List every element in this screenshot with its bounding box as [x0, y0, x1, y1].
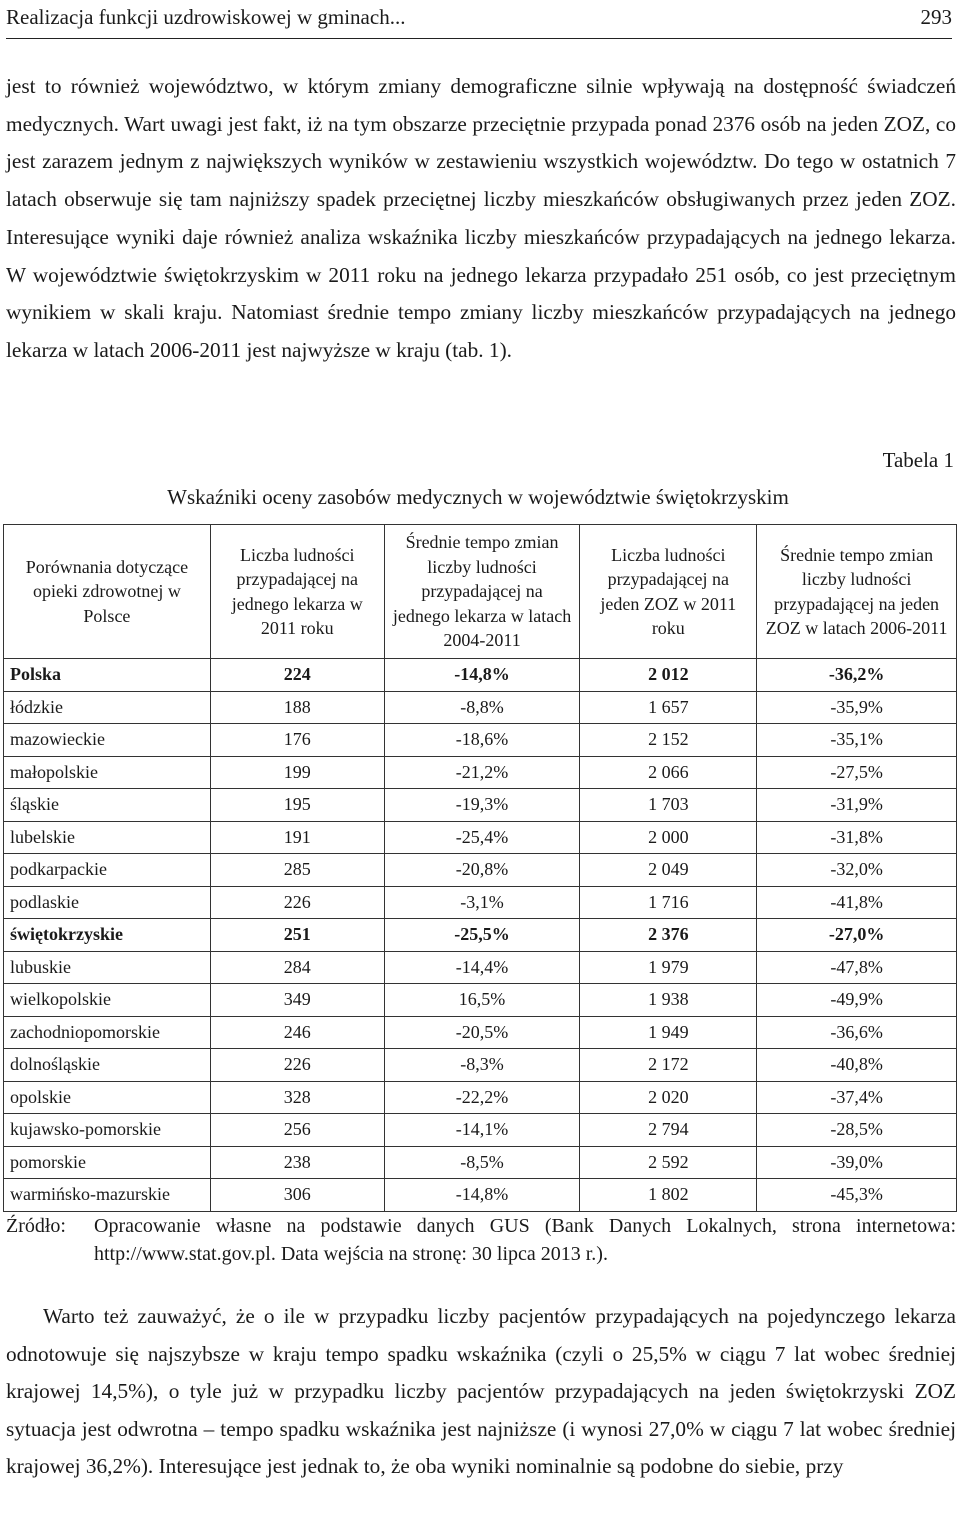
cell-zoz-change: -47,8% [757, 951, 957, 984]
cell-pop-per-zoz: 2 066 [580, 756, 757, 789]
table-row [4, 919, 957, 952]
cell-voivodeship: warmińsko-mazurskie [4, 1179, 211, 1212]
cell-voivodeship: pomorskie [4, 1146, 211, 1179]
cell-voivodeship: dolnośląskie [4, 1049, 211, 1082]
cell-zoz-change: -39,0% [757, 1146, 957, 1179]
header-zoz-change: Średnie tempo zmian liczby ludności przypadającej na jeden ZOZ w latach 2006-2011 [757, 525, 957, 659]
cell-doctor-change: -3,1% [384, 886, 580, 919]
cell-pop-per-doctor: 246 [210, 1016, 384, 1049]
table-row [4, 1146, 957, 1179]
cell-pop-per-doctor: 226 [210, 1049, 384, 1082]
cell-pop-per-zoz: 2 000 [580, 821, 757, 854]
table-row [4, 1179, 957, 1212]
cell-pop-per-doctor: 251 [210, 919, 384, 952]
table-row [4, 789, 957, 822]
cell-pop-per-doctor: 226 [210, 886, 384, 919]
table-row [4, 1016, 957, 1049]
paragraph-conclusion: Warto też zauważyć, że o ile w przypadku liczby pacjentów przypadających na pojedynczego lekarza odnotowuje się najszybsze w kraju tempo spadku wskaźnika (czyli o 25,5% w ciągu 7 lat wobec średniej krajowej 14,5%), o tyle już w przypadku liczby pacjentów przypadających na jeden świętokrzyski ZOZ sytuacja jest odwrotna – tempo spadku wskaźnika jest najniższe (i wynosi 27,0% w ciągu 7 lat wobec średniej krajowej 36,2%). Interesujące jest jednak to, że oba wyniki nominalnie są podobne do siebie, przy [6, 1304, 956, 1479]
cell-voivodeship: podlaskie [4, 886, 211, 919]
cell-voivodeship: zachodniopomorskie [4, 1016, 211, 1049]
cell-doctor-change: -14,8% [384, 1179, 580, 1212]
page-header [6, 0, 952, 40]
cell-voivodeship: Polska [4, 659, 211, 692]
cell-pop-per-zoz: 1 949 [580, 1016, 757, 1049]
cell-pop-per-doctor: 224 [210, 659, 384, 692]
cell-pop-per-zoz: 2 012 [580, 659, 757, 692]
cell-pop-per-zoz: 1 938 [580, 984, 757, 1017]
medical-resources-table [3, 524, 957, 1212]
table-body [4, 659, 957, 1212]
table-row [4, 659, 957, 692]
table-row [4, 984, 957, 1017]
cell-zoz-change: -37,4% [757, 1081, 957, 1114]
cell-zoz-change: -36,2% [757, 659, 957, 692]
cell-pop-per-doctor: 191 [210, 821, 384, 854]
cell-zoz-change: -35,9% [757, 691, 957, 724]
cell-zoz-change: -27,0% [757, 919, 957, 952]
cell-doctor-change: -19,3% [384, 789, 580, 822]
table-header-row [4, 525, 957, 659]
paragraph-intro: jest to również województwo, w którym zmiany demograficzne silnie wpływają na dostępność świadczeń medycznych. Wart uwagi jest fakt, iż na tym obszarze przeciętnie przypada ponad 2376 osób na jeden ZOZ, co jest zarazem jednym z największych wyników w zestawieniu wszystkich województw. Do tego w ostatnich 7 latach obserwuje się tam najniższy spadek przeciętnej liczby mieszkańców obsługiwanych przez jeden ZOZ. Interesujące wyniki daje również analiza wskaźnika liczby mieszkańców przypadających na jednego lekarza. W województwie świętokrzyskim w 2011 roku na jednego lekarza przypadało 251 osób, co jest przeciętnym wynikiem w skali kraju. Natomiast średnie tempo zmiany liczby mieszkańców przypadających na jednego lekarza w latach 2006-2011 jest najwyższe w kraju (tab. 1). [6, 74, 956, 362]
table-row [4, 756, 957, 789]
table-source [6, 1212, 956, 1268]
header-doctor-change: Średnie tempo zmian liczby ludności przypadającej na jednego lekarza w latach 2004-2011 [384, 525, 580, 659]
cell-voivodeship: lubuskie [4, 951, 211, 984]
cell-zoz-change: -45,3% [757, 1179, 957, 1212]
cell-pop-per-zoz: 2 152 [580, 724, 757, 757]
cell-pop-per-zoz: 1 716 [580, 886, 757, 919]
cell-zoz-change: -28,5% [757, 1114, 957, 1147]
cell-doctor-change: -14,8% [384, 659, 580, 692]
cell-voivodeship: śląskie [4, 789, 211, 822]
header-comparison: Porównania dotyczące opieki zdrowotnej w Polsce [4, 525, 211, 659]
cell-voivodeship: łódzkie [4, 691, 211, 724]
cell-pop-per-doctor: 328 [210, 1081, 384, 1114]
cell-zoz-change: -31,8% [757, 821, 957, 854]
cell-pop-per-doctor: 306 [210, 1179, 384, 1212]
cell-doctor-change: -25,5% [384, 919, 580, 952]
table-row [4, 691, 957, 724]
table-row [4, 886, 957, 919]
table-title-text: Wskaźniki oceny zasobów medycznych w województwie świętokrzyskim [167, 485, 789, 509]
cell-doctor-change: -21,2% [384, 756, 580, 789]
cell-pop-per-zoz: 2 376 [580, 919, 757, 952]
cell-zoz-change: -36,6% [757, 1016, 957, 1049]
cell-doctor-change: -8,5% [384, 1146, 580, 1179]
running-title: Realizacja funkcji uzdrowiskowej w gminach... [6, 5, 406, 29]
cell-pop-per-zoz: 2 049 [580, 854, 757, 887]
cell-pop-per-zoz: 1 979 [580, 951, 757, 984]
cell-pop-per-zoz: 1 802 [580, 1179, 757, 1212]
cell-zoz-change: -49,9% [757, 984, 957, 1017]
cell-voivodeship: kujawsko-pomorskie [4, 1114, 211, 1147]
cell-pop-per-doctor: 284 [210, 951, 384, 984]
header-pop-per-doctor: Liczba ludności przypadającej na jednego lekarza w 2011 roku [210, 525, 384, 659]
cell-doctor-change: -8,8% [384, 691, 580, 724]
cell-voivodeship: małopolskie [4, 756, 211, 789]
table-row [4, 951, 957, 984]
table-row [4, 821, 957, 854]
cell-doctor-change: -18,6% [384, 724, 580, 757]
cell-doctor-change: -22,2% [384, 1081, 580, 1114]
table-row [4, 1081, 957, 1114]
cell-zoz-change: -32,0% [757, 854, 957, 887]
table-row [4, 724, 957, 757]
cell-zoz-change: -35,1% [757, 724, 957, 757]
cell-pop-per-zoz: 1 703 [580, 789, 757, 822]
table-row [4, 1114, 957, 1147]
table-label: Tabela 1 [882, 448, 954, 472]
cell-pop-per-doctor: 285 [210, 854, 384, 887]
cell-pop-per-zoz: 2 794 [580, 1114, 757, 1147]
cell-doctor-change: -14,1% [384, 1114, 580, 1147]
page-number: 293 [920, 5, 952, 29]
cell-voivodeship: lubelskie [4, 821, 211, 854]
header-rule [6, 38, 952, 39]
cell-voivodeship: wielkopolskie [4, 984, 211, 1017]
table-row [4, 1049, 957, 1082]
cell-pop-per-doctor: 349 [210, 984, 384, 1017]
cell-pop-per-doctor: 256 [210, 1114, 384, 1147]
cell-pop-per-zoz: 2 592 [580, 1146, 757, 1179]
cell-doctor-change: -20,8% [384, 854, 580, 887]
cell-doctor-change: -8,3% [384, 1049, 580, 1082]
cell-doctor-change: 16,5% [384, 984, 580, 1017]
cell-pop-per-doctor: 195 [210, 789, 384, 822]
cell-voivodeship: podkarpackie [4, 854, 211, 887]
table-row [4, 854, 957, 887]
cell-pop-per-doctor: 176 [210, 724, 384, 757]
cell-pop-per-zoz: 1 657 [580, 691, 757, 724]
cell-pop-per-doctor: 199 [210, 756, 384, 789]
cell-zoz-change: -27,5% [757, 756, 957, 789]
header-pop-per-zoz: Liczba ludności przypadającej na jeden ZOZ w 2011 roku [580, 525, 757, 659]
source-text: Opracowanie własne na podstawie danych GUS (Bank Danych Lokalnych, strona internetowa: http://www.stat.gov.pl. Data wejścia na stronę: 30 lipca 2013 r.). [94, 1215, 956, 1265]
cell-pop-per-doctor: 188 [210, 691, 384, 724]
cell-zoz-change: -31,9% [757, 789, 957, 822]
cell-pop-per-zoz: 2 020 [580, 1081, 757, 1114]
source-label: Źródło: [6, 1215, 66, 1237]
cell-voivodeship: świętokrzyskie [4, 919, 211, 952]
cell-doctor-change: -20,5% [384, 1016, 580, 1049]
cell-voivodeship: opolskie [4, 1081, 211, 1114]
cell-zoz-change: -40,8% [757, 1049, 957, 1082]
cell-doctor-change: -25,4% [384, 821, 580, 854]
cell-zoz-change: -41,8% [757, 886, 957, 919]
table-title [0, 485, 960, 510]
cell-pop-per-doctor: 238 [210, 1146, 384, 1179]
cell-doctor-change: -14,4% [384, 951, 580, 984]
cell-pop-per-zoz: 2 172 [580, 1049, 757, 1082]
cell-voivodeship: mazowieckie [4, 724, 211, 757]
